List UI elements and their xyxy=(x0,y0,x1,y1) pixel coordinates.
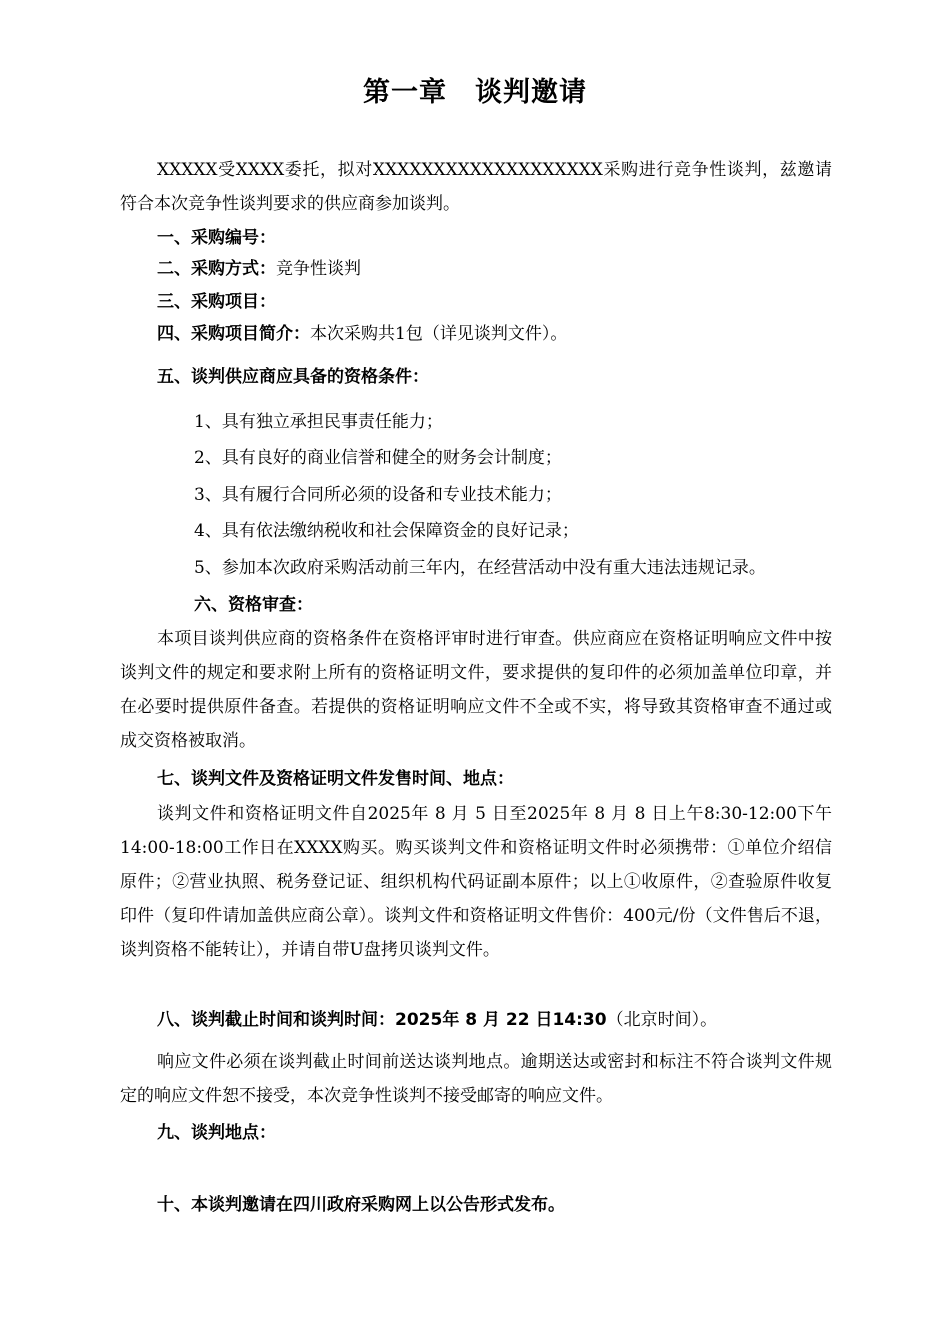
section-value: 本次采购共1包（详见谈判文件）。 xyxy=(310,324,568,344)
qualification-item: 4、具有依法缴纳税收和社会保障资金的良好记录； xyxy=(194,521,579,541)
section-review-text: 本项目谈判供应商的资格条件在资格评审时进行审查。供应商应在资格证明响应文件中按谈判文件的规定和要求附上所有的资格证明文件，要求提供的复印件的必须加盖单位印章，并在必要时提供原件备查。若提供的资格证明响应文件不全或不实，将导致其资格审查不通过或成交资格被取消。 xyxy=(120,629,832,751)
section-value: 竞争性谈判 xyxy=(276,259,361,279)
section-sale-heading: 七、谈判文件及资格证明文件发售时间、地点： xyxy=(157,769,514,789)
section-label: 四、采购项目简介： xyxy=(157,324,310,344)
intro-paragraph: XXXXX受XXXX委托，拟对XXXXXXXXXXXXXXXXXXX采购进行竞争性谈判，兹邀请符合本次竞争性谈判要求的供应商参加谈判。 xyxy=(120,160,832,214)
qualification-item: 3、具有履行合同所必须的设备和专业技术能力； xyxy=(194,485,562,505)
section-publication-notice: 十、本谈判邀请在四川政府采购网上以公告形式发布。 xyxy=(157,1195,565,1215)
section-label: 一、采购编号： xyxy=(157,228,276,248)
section-deadline-text: 响应文件必须在谈判截止时间前送达谈判地点。逾期送达或密封和标注不符合谈判文件规定的响应文件恕不接受，本次竞争性谈判不接受邮寄的响应文件。 xyxy=(120,1052,832,1106)
section-review-heading: 六、资格审查： xyxy=(194,595,313,615)
page-title xyxy=(0,70,950,109)
section-procurement-method xyxy=(120,252,832,286)
section-qualifications-heading: 五、谈判供应商应具备的资格条件： xyxy=(157,367,429,387)
section-procurement-project xyxy=(120,285,832,319)
section-label: 三、采购项目： xyxy=(157,292,276,312)
section-label: 二、采购方式： xyxy=(157,259,276,279)
section-location-heading: 九、谈判地点： xyxy=(157,1123,276,1143)
section-procurement-number xyxy=(120,221,832,255)
chapter-number: 第一章 xyxy=(363,77,447,108)
section-value: （北京时间）。 xyxy=(606,1010,718,1030)
section-label: 八、谈判截止时间和谈判时间：2025年 8 月 22 日14:30 xyxy=(157,1010,607,1030)
section-deadline xyxy=(120,1003,832,1037)
chapter-title: 谈判邀请 xyxy=(475,77,587,108)
qualification-item: 1、具有独立承担民事责任能力； xyxy=(194,412,443,432)
section-project-summary xyxy=(120,317,832,351)
section-sale-text: 谈判文件和资格证明文件自2025年 8 月 5 日至2025年 8 月 8 日上午8:30-12:00下午14:00-18:00工作日在XXXX购买。购买谈判文件和资格证明文件时必须携带：①单位介绍信原件；②营业执照、税务登记证、组织机构代码证副本原件；以上①收原件，②查验原件收复印件（复印件请加盖供应商公章）。谈判文件和资格证明文件售价：400元/份（文件售后不退，谈判资格不能转让），并请自带U盘拷贝谈判文件。 xyxy=(120,804,832,960)
qualification-item: 2、具有良好的商业信誉和健全的财务会计制度； xyxy=(194,448,562,468)
qualification-item: 5、参加本次政府采购活动前三年内，在经营活动中没有重大违法违规记录。 xyxy=(194,558,766,578)
